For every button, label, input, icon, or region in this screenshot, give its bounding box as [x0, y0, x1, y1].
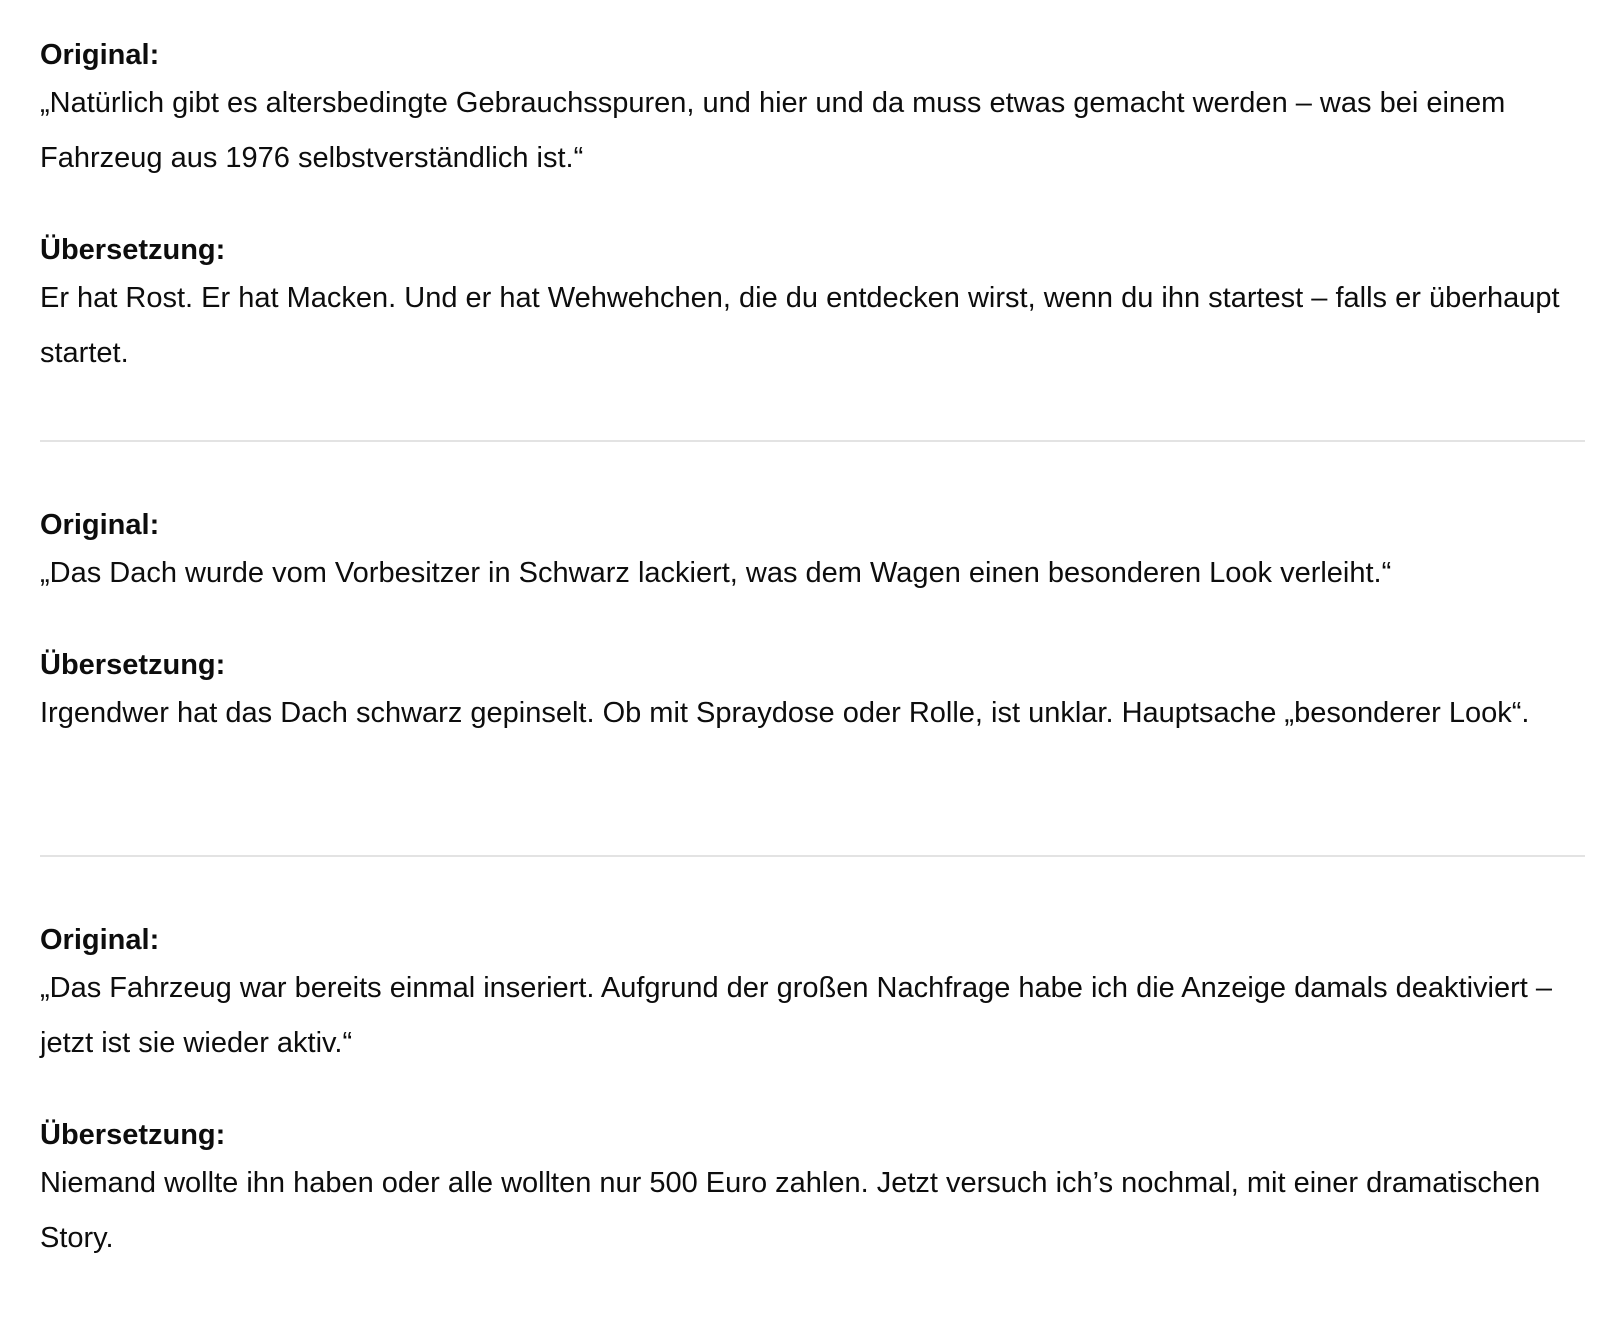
translation-label: Übersetzung: [40, 649, 226, 681]
entry-1-original [40, 38, 1585, 186]
original-label: Original: [40, 924, 160, 956]
entry-3-original [40, 923, 1585, 1071]
translation-text: Irgendwer hat das Dach schwarz gepinselt. Ob mit Spraydose oder Rolle, ist unklar. Hauptsache „besonderer Look“. [40, 697, 1530, 729]
translation-label: Übersetzung: [40, 234, 226, 266]
original-text: „Das Fahrzeug war bereits einmal inseriert. Aufgrund der großen Nachfrage habe ich die Anzeige damals deaktiviert – jetzt ist sie wieder aktiv.“ [40, 972, 1553, 1059]
entry-3-translation [40, 1118, 1585, 1266]
original-text: „Natürlich gibt es altersbedingte Gebrauchsspuren, und hier und da muss etwas gemacht werden – was bei einem Fahrzeug aus 1976 selbstverständlich ist.“ [40, 87, 1506, 174]
translation-text: Er hat Rost. Er hat Macken. Und er hat Wehwehchen, die du entdecken wirst, wenn du ihn startest – falls er überhaupt startet. [40, 282, 1560, 369]
original-label: Original: [40, 509, 160, 541]
original-text: „Das Dach wurde vom Vorbesitzer in Schwarz lackiert, was dem Wagen einen besonderen Look verleiht.“ [40, 557, 1392, 589]
entry-2-original [40, 508, 1585, 601]
translation-text: Niemand wollte ihn haben oder alle wollten nur 500 Euro zahlen. Jetzt versuch ich’s nochmal, mit einer dramatischen Story. [40, 1167, 1541, 1254]
translation-label: Übersetzung: [40, 1119, 226, 1151]
original-label: Original: [40, 39, 160, 71]
section-divider [40, 440, 1585, 442]
section-divider [40, 855, 1585, 857]
entry-1-translation [40, 233, 1585, 381]
entry-2-translation [40, 648, 1585, 741]
